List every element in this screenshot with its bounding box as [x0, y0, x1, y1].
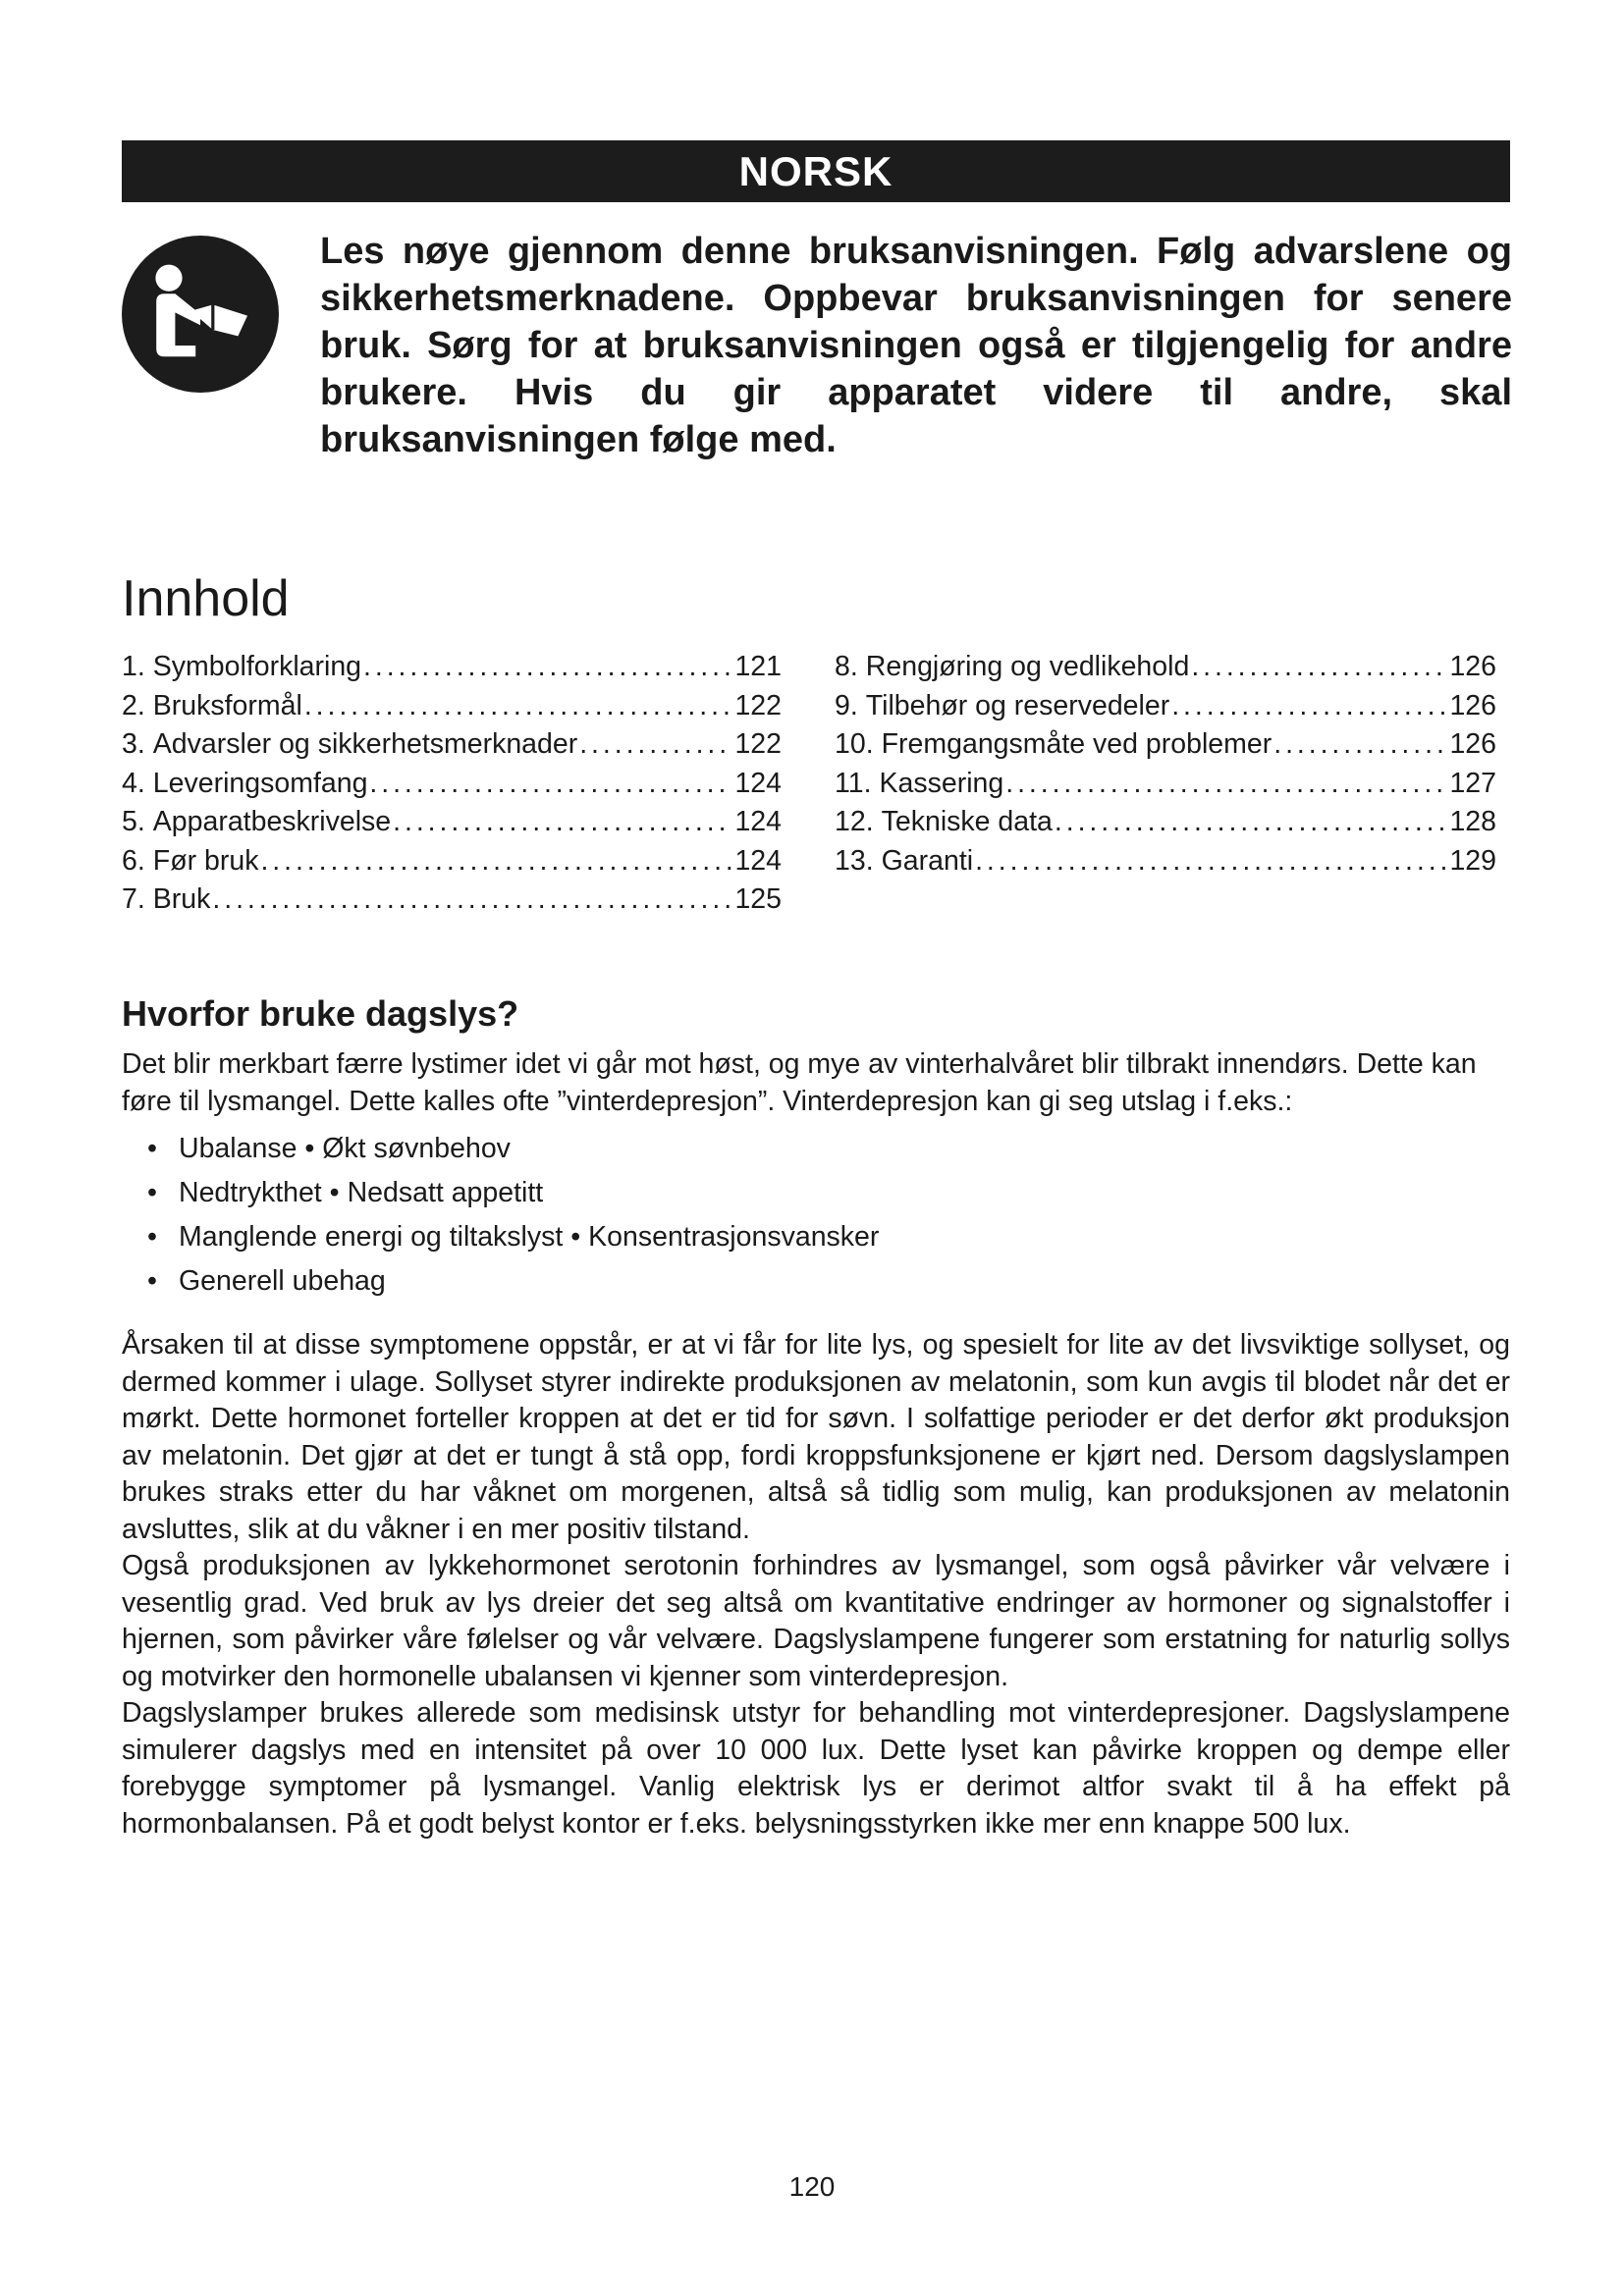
toc-item-number: 7. [122, 883, 145, 915]
toc-item-page: 126 [1449, 689, 1496, 721]
toc-item [122, 881, 782, 920]
bullet-glyph: • [304, 1133, 315, 1164]
toc-item-number: 6. [122, 844, 145, 877]
toc-item-page: 124 [734, 767, 782, 799]
toc-heading: Innhold [122, 570, 290, 627]
toc-item-page: 122 [734, 728, 782, 760]
toc-item [122, 842, 782, 881]
toc-item [122, 725, 782, 765]
bullet-glyph: • [147, 1133, 157, 1164]
toc-leader-dots [393, 803, 732, 842]
toc-item-label: Advarsler og sikkerhetsmerknader [152, 728, 578, 760]
toc-item-number: 2. [122, 689, 145, 721]
symptom-row [147, 1259, 879, 1304]
toc-item-page: 126 [1449, 728, 1496, 760]
bullet-glyph: • [147, 1265, 157, 1297]
toc-leader-dots [1171, 687, 1447, 726]
toc-leader-dots [975, 842, 1447, 881]
symptom-row [147, 1127, 879, 1171]
toc-item-label: Tekniske data [881, 806, 1053, 837]
toc-item-page: 128 [1449, 806, 1496, 837]
symptom-row [147, 1215, 879, 1259]
section-heading: Hvorfor bruke dagslys? [122, 993, 519, 1034]
toc-leader-dots [304, 687, 733, 726]
toc-item-label: Tilbehør og reservedeler [865, 689, 1170, 721]
toc-item-label: Bruksformål [152, 689, 302, 721]
bullet-glyph: • [570, 1221, 581, 1253]
toc-item-number: 1. [122, 651, 145, 682]
symptom-list [147, 1127, 879, 1304]
toc-item-number: 9. [835, 689, 858, 721]
bullet-glyph: • [329, 1177, 340, 1208]
toc-leader-dots [363, 648, 732, 687]
bullet-glyph: • [147, 1221, 157, 1253]
toc-right-column [835, 648, 1496, 881]
symptom-row [147, 1171, 879, 1215]
toc-item-page: 127 [1449, 767, 1496, 799]
toc-item-label: Fremgangsmåte ved problemer [881, 728, 1272, 760]
toc-item-number: 10. [835, 728, 874, 760]
toc-item-page: 122 [734, 689, 782, 721]
toc-item-number: 3. [122, 728, 145, 760]
toc-leader-dots [1273, 725, 1447, 765]
toc-item-label: Bruk [152, 883, 211, 915]
toc-item-page: 126 [1449, 651, 1496, 682]
toc-item-page: 124 [734, 844, 782, 877]
toc-item-label: Apparatbeskrivelse [152, 806, 392, 837]
toc-item [122, 648, 782, 687]
read-manual-icon [122, 236, 279, 393]
toc-item-label: Før bruk [152, 844, 259, 877]
intro-warning-text: Les nøye gjennom denne bruksanvisningen. Følg advarslene og sikkerhetsmerknadene. Oppbevar bruksanvisningen for senere bruk. Sørg for at bruksanvisningen også er tilgjengelig for andre brukere. Hvis du gir apparatet videre til andre, skal bruksanvisningen følge med. [320, 231, 1512, 460]
body-paragraph: Også produksjonen av lykkehormonet serotonin forhindres av lysmangel, som også påvirker vår velvære i vesentlig grad. Ved bruk av lys dreier det seg altså om kvantitative endringer av hormoner og signalstoffer i hjernen, som påvirker våre følelser og vår velvære. Dagslyslampene fungerer som erstatning for naturlig sollys og motvirker den hormonelle ubalansen vi kjenner som vinterdepresjon. [122, 1550, 1510, 1692]
intro-paragraph: Det blir merkbart færre lystimer idet vi går mot høst, og mye av vinterhalvåret blir tilbrakt innendørs. Dette kan føre til lysmangel. Dette kalles ofte ”vinterdepresjon”. Vinterdepresjon kan gi seg utslag i f.eks.: [122, 1048, 1477, 1117]
toc-item [835, 803, 1496, 842]
toc-leader-dots [369, 765, 732, 804]
toc-item-label: Symbolforklaring [152, 651, 362, 682]
toc-item-label: Kassering [879, 767, 1004, 799]
toc-item [122, 803, 782, 842]
symptom-item: Konsentrasjonsvansker [588, 1221, 880, 1253]
toc-item-page: 125 [734, 883, 782, 915]
toc-item-page: 121 [734, 651, 782, 682]
toc-leader-dots [1055, 803, 1448, 842]
body-paragraph: Årsaken til at disse symptomene oppstår, er at vi får for lite lys, og spesielt for lite av det livsviktige sollyset, og dermed kommer i ulage. Sollyset styrer indirekte produksjonen av melatonin, som kun avgis til blodet når det er mørkt. Dette hormonet forteller kroppen at det er tid for søvn. I solfattige perioder er det derfor økt produksjon av melatonin. Det gjør at det er tungt å stå opp, fordi kroppsfunksjonene er kjørt ned. Dersom dagslyslampen brukes straks etter du har våknet om morgenen, altså så tidlig som mulig, kan produksjonen av melatonin avsluttes, slik at du våkner i en mer positiv tilstand. [122, 1329, 1510, 1545]
toc-leader-dots [1191, 648, 1447, 687]
toc-item [835, 687, 1496, 726]
toc-item-label: Leveringsomfang [152, 767, 368, 799]
toc-item [122, 765, 782, 804]
symptom-item: Nedsatt appetitt [347, 1177, 544, 1208]
toc-item [835, 765, 1496, 804]
toc-leader-dots [579, 725, 732, 765]
toc-item-number: 13. [835, 844, 874, 877]
toc-item-number: 4. [122, 767, 145, 799]
toc-item [835, 842, 1496, 881]
toc-item [122, 687, 782, 726]
toc-item-label: Rengjøring og vedlikehold [865, 651, 1190, 682]
toc-item-page: 129 [1449, 844, 1496, 877]
body-text [122, 1327, 1510, 1842]
symptom-item: Ubalanse [179, 1133, 298, 1164]
page-number: 120 [788, 2171, 836, 2202]
bullet-glyph: • [147, 1177, 157, 1208]
toc-item-label: Garanti [881, 844, 974, 877]
toc-leader-dots [260, 842, 732, 881]
body-paragraph: Dagslyslamper brukes allerede som medisinsk utstyr for behandling mot vinterdepresjoner. Dagslyslampene simulerer dagslys med en intensitet på over 10 000 lux. Dette lyset kan påvirke kroppen og dempe eller forebygge symptomer på lysmangel. Vanlig elektrisk lys er derimot altfor svakt til å ha effekt på hormonbalansen. På et godt belyst kontor er f.eks. belysningsstyrken ikke mer enn knappe 500 lux. [122, 1697, 1510, 1840]
symptom-item: Nedtrykthet [179, 1177, 322, 1208]
toc-left-column [122, 648, 782, 920]
toc-leader-dots [212, 881, 732, 920]
toc-item [835, 725, 1496, 765]
language-header: NORSK [122, 140, 1510, 202]
symptom-item: Økt søvnbehov [322, 1133, 511, 1164]
toc-item-number: 11. [835, 767, 872, 799]
toc-item-number: 8. [835, 651, 858, 682]
toc-item-page: 124 [734, 806, 782, 837]
toc-leader-dots [1005, 765, 1447, 804]
toc-item [835, 648, 1496, 687]
symptom-item: Manglende energi og tiltakslyst [179, 1221, 564, 1253]
symptom-item: Generell ubehag [179, 1265, 386, 1297]
toc-item-number: 5. [122, 806, 145, 837]
toc-item-number: 12. [835, 806, 874, 837]
